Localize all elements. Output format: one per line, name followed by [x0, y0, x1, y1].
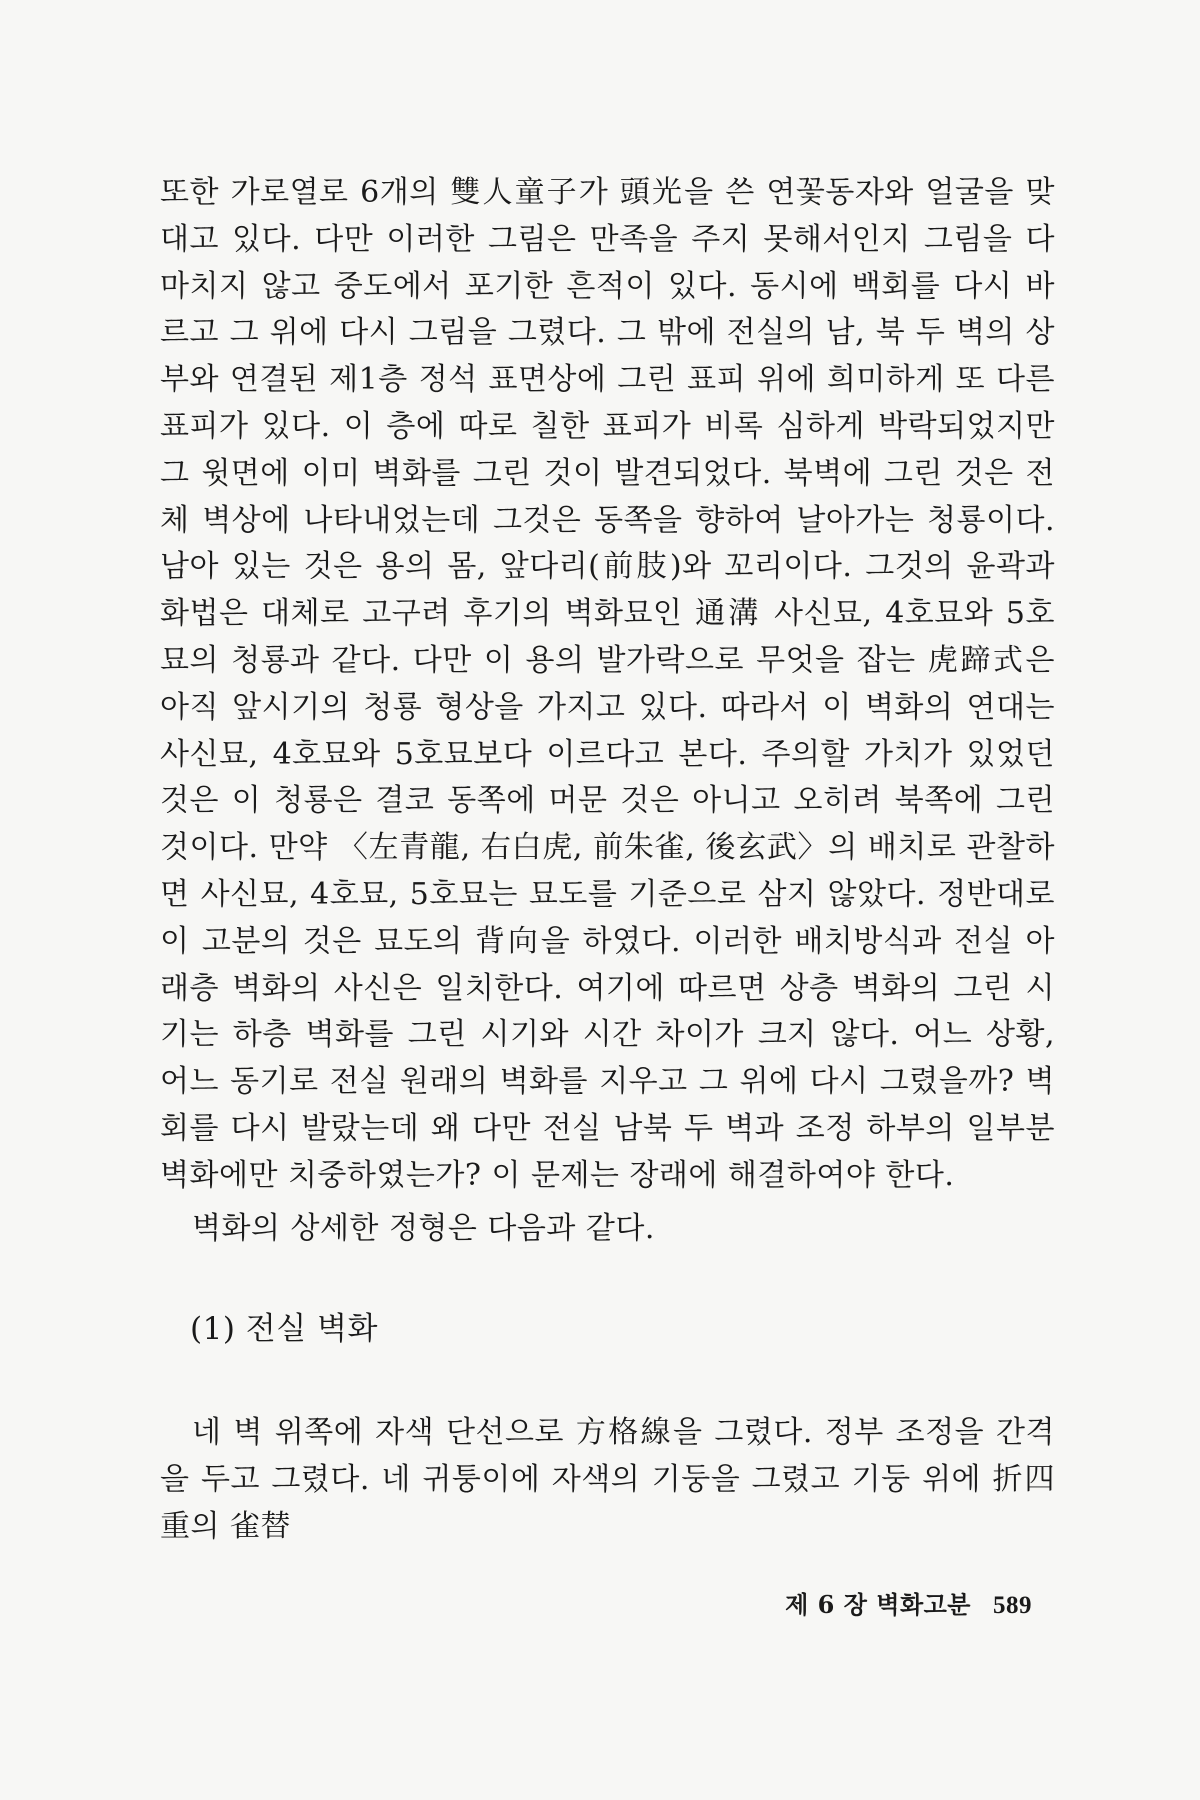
page-footer — [785, 1585, 1032, 1620]
body-paragraph: 또한 가로열로 6개의 雙人童子가 頭光을 쓴 연꽃동자와 얼굴을 맞대고 있다. 다만 이러한 그림은 만족을 주지 못해서인지 그림을 다 마치지 않고 중도에서 포기한 흔적이 있다. 동시에 백회를 다시 바르고 그 위에 다시 그림을 그렸다. 그 밖에 전실의 남, 북 두 벽의 상부와 연결된 제1층 정석 표면상에 그린 표피 위에 희미하게 또 다른 표피가 있다. 이 층에 따로 칠한 표피가 비록 심하게 박락되었지만 그 윗면에 이미 벽화를 그린 것이 발견되었다. 북벽에 그린 것은 전체 벽상에 나타내었는데 그것은 동쪽을 향하여 날아가는 청룡이다. 남아 있는 것은 용의 몸, 앞다리(前肢)와 꼬리이다. 그것의 윤곽과 화법은 대체로 고구려 후기의 벽화묘인 通溝 사신묘, 4호묘와 5호묘의 청룡과 같다. 다만 이 용의 발가락으로 무엇을 잡는 虎蹄式은 아직 앞시기의 청룡 형상을 가지고 있다. 따라서 이 벽화의 연대는 사신묘, 4호묘와 5호묘보다 이르다고 본다. 주의할 가치가 있었던 것은 이 청룡은 결코 동쪽에 머문 것은 아니고 오히려 북쪽에 그린 것이다. 만약 〈左青龍, 右白虎, 前朱雀, 後玄武〉의 배치로 관찰하면 사신묘, 4호묘, 5호묘는 묘도를 기준으로 삼지 않았다. 정반대로 이 고분의 것은 묘도의 背向을 하였다. 이러한 배치방식과 전실 아래층 벽화의 사신은 일치한다. 여기에 따르면 상층 벽화의 그린 시기는 하층 벽화를 그린 시기와 시간 차이가 크지 않다. 어느 상황, 어느 동기로 전실 원래의 벽화를 지우고 그 위에 다시 그렸을까? 벽회를 다시 발랐는데 왜 다만 전실 남북 두 벽과 조정 하부의 일부분 벽화에만 치중하였는가? 이 문제는 장래에 해결하여야 한다. — [160, 175, 1055, 1193]
chapter-title: 제 6 장 벽화고분 — [785, 1590, 971, 1619]
section-heading: (1) 전실 벽화 — [190, 1311, 378, 1347]
section-paragraph: 네 벽 위쪽에 자색 단선으로 方格線을 그렸다. 정부 조정을 간격을 두고 그렸다. 네 귀퉁이에 자색의 기둥을 그렸고 기둥 위에 折四重의 雀替 — [160, 1415, 1055, 1544]
page-number: 589 — [993, 1592, 1032, 1619]
intro-paragraph: 벽화의 상세한 정형은 다음과 같다. — [192, 1211, 655, 1246]
